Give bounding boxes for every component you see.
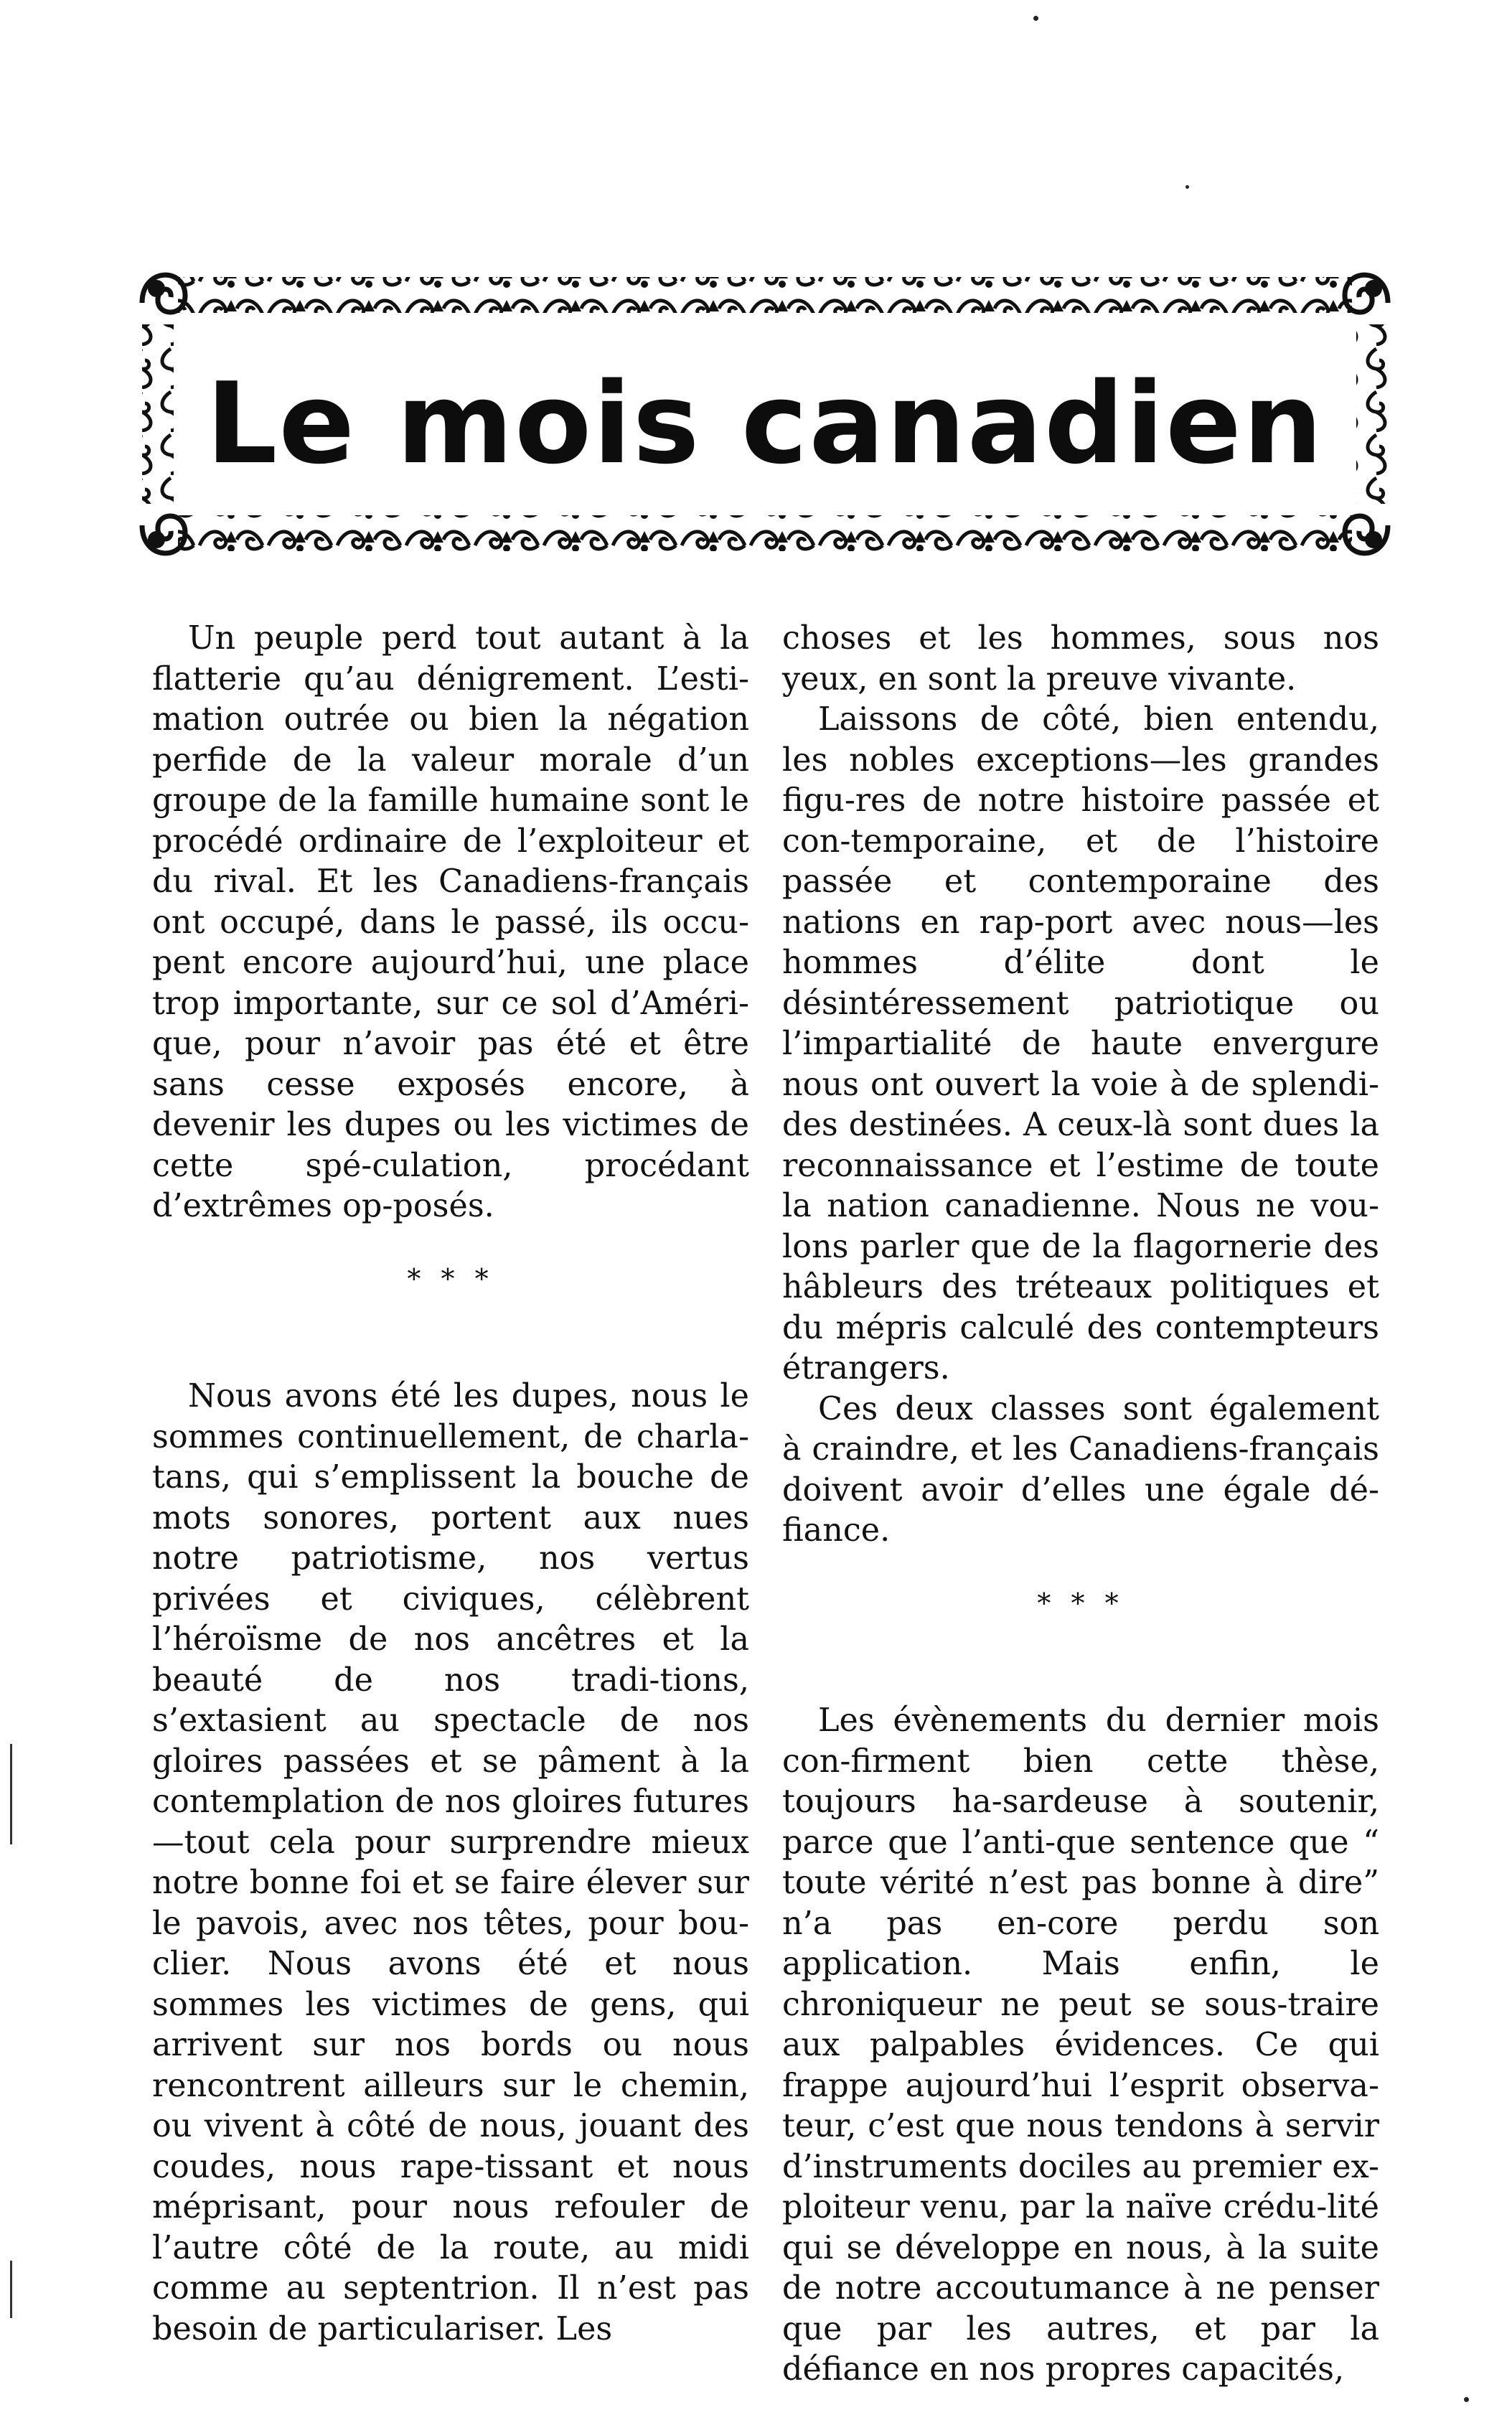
paragraph: Ces deux classes sont également à craindre, et les Canadiens-français doivent avoir d’elles une égale dé-fiance. — [782, 1390, 1379, 1549]
right-column — [782, 619, 1379, 2391]
paragraph: choses et les hommes, sous nos yeux, en sont la preuve vivante. — [782, 620, 1379, 698]
speck-bottom-right — [1464, 2397, 1469, 2402]
paragraph: Les évènements du dernier mois con-firment bien cette thèse, toujours ha-sardeuse à soutenir, parce que l’anti-que sentence que “ toute vérité n’est pas bonne à dire” n’a pas en-core perdu son application. Mais enfin, le chroniqueur ne peut se sous-traire aux palpables évidences. Ce qui frappe aujourd’hui l’esprit observa-teur, c’est que nous tendons à servir d’instruments dociles au premier ex-ploiteur venu, par la naïve crédu-lité qui se développe en nous, à la suite de notre accoutumance à ne penser que par les autres, et par la défiance en nos propres capacités, — [782, 1702, 1379, 2388]
speck-right — [1185, 185, 1189, 189]
edge-mark — [10, 1744, 12, 1844]
paragraph: Un peuple perd tout autant à la flatterie qu’au dénigrement. L’esti-mation outrée ou bien la négation perfide de la valeur morale d’un groupe de la famille humaine sont le procédé ordinaire de l’exploiteur et du rival. Et les Canadiens-français ont occupé, dans le passé, ils occu-pent encore aujourd’hui, une place trop importante, sur ce sol d’Améri-que, pour n’avoir pas été et être sans cesse exposés encore, à devenir les dupes ou les victimes de cette spé-culation, procédant d’extrêmes op-posés. — [152, 620, 749, 1224]
speck-top — [1033, 16, 1038, 21]
section-separator: * * * — [407, 1262, 494, 1295]
ornamental-header-frame — [128, 260, 1402, 568]
paragraph: Nous avons été les dupes, nous le sommes continuellement, de charla-tans, qui s’emplissent la bouche de mots sonores, portent aux nues notre patriotisme, nos vertus privées et civiques, célèbrent l’héroïsme de nos ancêtres et la beauté de nos tradi-tions, s’extasient au spectacle de nos gloires passées et se pâment à la contemplation de nos gloires futures —tout cela pour surprendre mieux notre bonne foi et se faire élever sur le pavois, avec nos têtes, pour bou-clier. Nous avons été et nous sommes les victimes de gens, qui arrivent sur nos bords ou nous rencontrent ailleurs sur le chemin, ou vivent à côté de nous, jouant des coudes, nous rape-tissant et nous méprisant, pour nous refouler de l’autre côté de la route, au midi comme au septentrion. Il n’est pas besoin de particulariser. Les — [152, 1378, 749, 2347]
page-title: Le mois canadien — [206, 358, 1324, 489]
left-column — [152, 619, 749, 2350]
edge-mark — [10, 2261, 12, 2318]
section-separator: * * * — [1037, 1587, 1124, 1619]
paragraph: Laissons de côté, bien entendu, les nobles exceptions—les grandes figu-res de notre histoire passée et con-temporaine, et de l’histoire passée et contemporaine des nations en rap-port avec nous—les hommes d’élite dont le désintéressement patriotique ou l’impartialité de haute envergure nous ont ouvert la voie à de splendi-des destinées. A ceux-là sont dues la reconnaissance et l’estime de toute la nation canadienne. Nous ne vou-lons parler que de la flagornerie des hâbleurs des tréteaux politiques et du mépris calculé des contempteurs étrangers. — [782, 701, 1379, 1387]
